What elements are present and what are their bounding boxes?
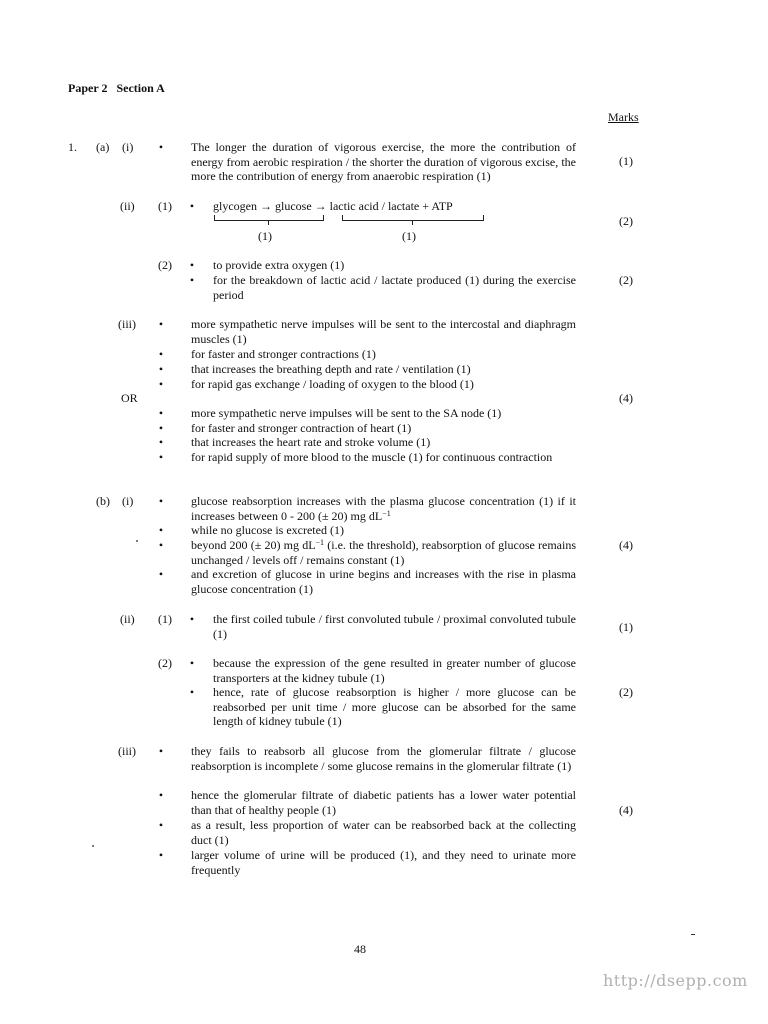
answer-a-iii-8: for rapid supply of more blood to the muscle (1) for continuous contraction xyxy=(191,450,553,464)
bullet: • xyxy=(189,685,195,699)
marks-heading: Marks xyxy=(608,110,639,124)
brace-1 xyxy=(214,215,324,221)
bullet: • xyxy=(189,656,195,670)
sub-i-label: (i) xyxy=(122,494,134,508)
mark-b-ii-2: (2) xyxy=(619,685,633,699)
mark-b-ii-1: (1) xyxy=(619,620,633,634)
answer-a-iii-5: more sympathetic nerve impulses will be sent to the SA node (1) xyxy=(191,406,502,420)
bullet: • xyxy=(158,450,164,464)
item-2-label: (2) xyxy=(158,258,172,272)
brace-label-2: (1) xyxy=(402,229,416,243)
answer-b-iii-2: hence the glomerular filtrate of diabetic patients has a lower water potential than that of healthy people (1) xyxy=(191,788,576,817)
scan-speck xyxy=(136,540,138,542)
part-b-label: (b) xyxy=(96,494,110,508)
answer-b-iii-3: as a result, less proportion of water can be reabsorbed back at the collecting duct (1) xyxy=(191,818,576,847)
mark-a-iii: (4) xyxy=(619,391,633,405)
page-number: 48 xyxy=(354,942,366,956)
bullet: • xyxy=(158,848,164,862)
mark-b-iii: (4) xyxy=(619,803,633,817)
answer-a-ii-2-b2: for the breakdown of lactic acid / lactate produced (1) during the exercise period xyxy=(213,273,576,302)
answer-b-ii-1: the first coiled tubule / first convoluted tubule / proximal convoluted tubule (1) xyxy=(213,612,576,641)
bullet: • xyxy=(158,347,164,361)
answer-b-ii-2-b1: because the expression of the gene resulted in greater number of glucose transporters at the kidney tubule (1) xyxy=(213,656,576,685)
bullet: • xyxy=(158,788,164,802)
scan-speck xyxy=(691,934,695,935)
item-2-label: (2) xyxy=(158,656,172,670)
answer-b-ii-2-b2: hence, rate of glucose reabsorption is higher / more glucose can be reabsorbed per unit time / more glucose can be absorbed for the same length of kidney tubule (1) xyxy=(213,685,576,729)
brace-2 xyxy=(342,215,484,221)
answer-a-iii-1: more sympathetic nerve impulses will be sent to the intercostal and diaphragm muscles (1) xyxy=(191,317,576,346)
answer-a-ii-1: glycogen → glucose → lactic acid / lactate + ATP xyxy=(213,199,453,213)
bullet: • xyxy=(158,317,164,331)
bullet: • xyxy=(189,258,195,272)
answer-b-iii-1: they fails to reabsorb all glucose from the glomerular filtrate / glucose reabsorption is incomplete / some glucose remains in the glomerular filtrate (1) xyxy=(191,744,576,773)
part-a-label: (a) xyxy=(96,140,110,154)
bullet: • xyxy=(158,523,164,537)
bullet: • xyxy=(189,199,195,213)
item-1-label: (1) xyxy=(158,612,172,626)
bullet: • xyxy=(158,538,164,552)
answer-a-i: The longer the duration of vigorous exercise, the more the contribution of energy from aerobic respiration / the shorter the duration of vigorous excise, the more the contribution of energy from anaerobic respiration (1) xyxy=(191,140,576,184)
answer-a-iii-6: for faster and stronger contraction of heart (1) xyxy=(191,421,412,435)
bullet: • xyxy=(189,612,195,626)
answer-b-i-4: and excretion of glucose in urine begins and increases with the rise in plasma glucose concentration (1) xyxy=(191,567,576,596)
bullet: • xyxy=(158,494,164,508)
answer-a-iii-7: that increases the heart rate and stroke volume (1) xyxy=(191,435,431,449)
question-number: 1. xyxy=(68,140,77,154)
mark-a-i: (1) xyxy=(619,154,633,168)
or-label: OR xyxy=(121,391,138,405)
brace-tick xyxy=(268,221,269,225)
answer-a-ii-2-b1: to provide extra oxygen (1) xyxy=(213,258,345,272)
sub-ii-label: (ii) xyxy=(120,612,135,626)
bullet: • xyxy=(158,818,164,832)
watermark: http://dsepp.com xyxy=(603,971,748,990)
answer-b-i-3: beyond 200 (± 20) mg $dL^{-1}$ (i.e. the threshold), reabsorption of glucose remains unchanged / levels off / remains constant (1) xyxy=(191,538,577,567)
bullet: • xyxy=(158,435,164,449)
answer-a-iii-3: that increases the breathing depth and rate / ventilation (1) xyxy=(191,362,471,376)
bullet: • xyxy=(158,744,164,758)
bullet: • xyxy=(158,406,164,420)
bullet: • xyxy=(189,273,195,287)
item-1-label: (1) xyxy=(158,199,172,213)
answer-b-i-2: while no glucose is excreted (1) xyxy=(191,523,344,537)
answer-b-i-1: glucose reabsorption increases with the plasma glucose concentration (1) if it increases between 0 - 200 (± 20) mg $dL^{-1}$ xyxy=(191,494,576,523)
brace-tick xyxy=(412,221,413,225)
sub-i-label: (i) xyxy=(122,140,134,154)
scan-speck xyxy=(92,845,94,847)
answer-a-iii-2: for faster and stronger contractions (1) xyxy=(191,347,376,361)
bullet: • xyxy=(158,362,164,376)
bullet: • xyxy=(158,140,164,154)
sub-ii-label: (ii) xyxy=(120,199,135,213)
mark-a-ii-1: (2) xyxy=(619,214,633,228)
answer-b-iii-4: larger volume of urine will be produced (1), and they need to urinate more frequently xyxy=(191,848,576,877)
bullet: • xyxy=(158,567,164,581)
bullet: • xyxy=(158,421,164,435)
paper-label: Paper 2 Section A xyxy=(68,81,165,95)
bullet: • xyxy=(158,377,164,391)
mark-a-ii-2: (2) xyxy=(619,273,633,287)
sub-iii-label: (iii) xyxy=(118,744,136,758)
brace-label-1: (1) xyxy=(258,229,272,243)
sub-iii-label: (iii) xyxy=(118,317,136,331)
answer-a-iii-4: for rapid gas exchange / loading of oxygen to the blood (1) xyxy=(191,377,474,391)
mark-b-i: (4) xyxy=(619,538,633,552)
